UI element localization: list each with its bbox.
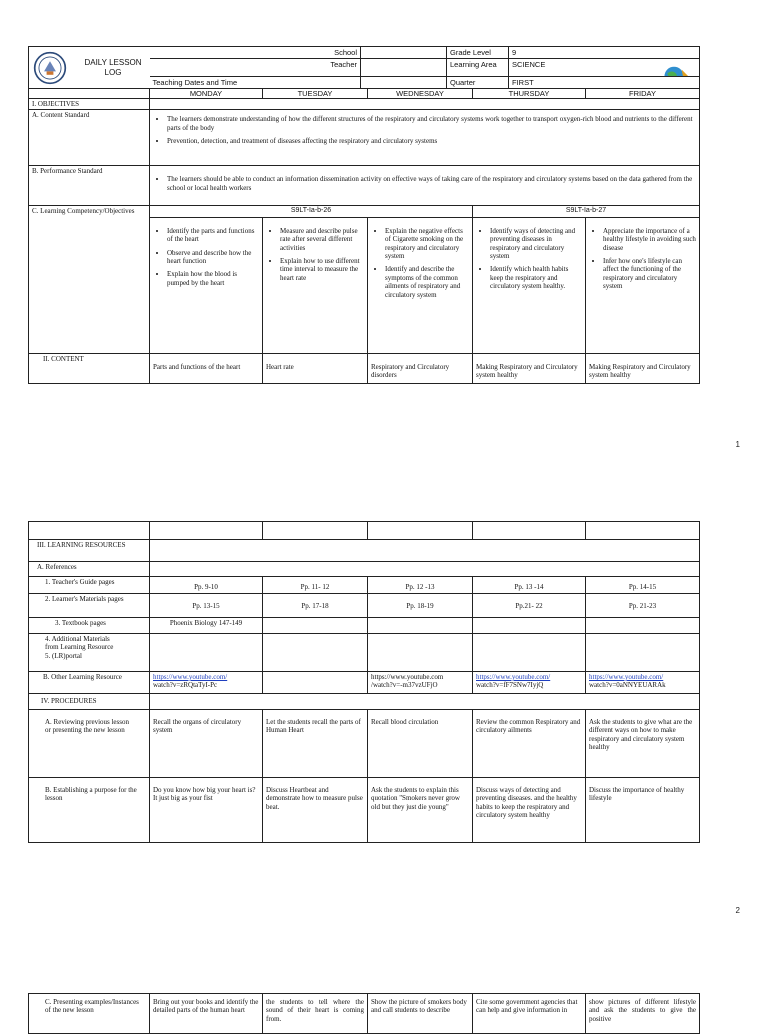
content-standard-label: A. Content Standard (29, 110, 150, 166)
page-2 (28, 521, 699, 843)
procedures-heading: IV. PROCEDURES (29, 694, 150, 710)
performance-standard-label: B. Performance Standard (29, 166, 150, 206)
procedure-a-friday: Ask the students to give what are the different ways on how to make respiratory and circulatory system healthy (586, 710, 700, 778)
blank-cell (368, 634, 473, 672)
quarter-label: Quarter (447, 77, 509, 89)
procedure-c-wednesday: Show the picture of smokers body and call students to describe (368, 994, 473, 1034)
content-thursday: Making Respiratory and Circulatory system healthy (473, 353, 586, 383)
procedure-c-tuesday: the students to tell where the sound of their heart is coming from. (263, 994, 368, 1034)
resources-procedures-table (28, 521, 700, 843)
other-resource-friday (586, 672, 700, 694)
resources-heading-blank (150, 540, 700, 562)
tg-friday: Pp. 14-15 (586, 577, 700, 594)
objectives-friday (586, 217, 700, 353)
page-number-text: 1 (735, 440, 740, 449)
procedure-c-label: C. Presenting examples/Instances of the new lesson (29, 994, 150, 1034)
other-resource-label: B. Other Learning Resource (29, 672, 150, 694)
content-monday: Parts and functions of the heart (150, 353, 263, 383)
objective-item: • Explain how the blood is pumped by the heart (167, 270, 259, 287)
youtube-link-path[interactable]: /watch?v=-m37vzUFjO (371, 681, 438, 690)
objective-item: • Explain the negative effects of Cigarette smoking on the respiratory and circulatory system (385, 227, 469, 261)
lm-wednesday: Pp. 18-19 (368, 594, 473, 618)
additional-materials-label: 4. Additional Materials from Learning Resource (45, 635, 114, 652)
content-friday: Making Respiratory and Circulatory system healthy (586, 353, 700, 383)
blank-cell (150, 634, 263, 672)
procedure-b-friday: Discuss the importance of healthy lifestyle (586, 778, 700, 843)
blank-cell (150, 522, 263, 540)
references-label: A. References (29, 562, 150, 577)
blank-cell (586, 634, 700, 672)
blank-cell (263, 618, 368, 634)
procedure-b-tuesday: Discuss Heartbeat and demonstrate how to measure pulse beat. (263, 778, 368, 843)
procedure-b-wednesday: Ask the students to explain this quotation "Smokers never grow old but they just die young" (368, 778, 473, 843)
blank-cell (29, 522, 150, 540)
youtube-link-path[interactable]: watch?v=fF7SNw7IyjQ (476, 681, 544, 690)
day-wednesday: WEDNESDAY (368, 89, 473, 99)
objective-item: • Identify which health habits keep the respiratory and circulatory system healthy. (490, 265, 582, 290)
procedure-a-tuesday: Let the students recall the parts of Human Heart (263, 710, 368, 778)
youtube-link[interactable]: https://www.youtube.com (371, 673, 444, 681)
lm-tuesday: Pp. 17-18 (263, 594, 368, 618)
objectives-heading-blank (150, 99, 700, 110)
procedure-b-monday: Do you know how big your heart is? It just big as your fist (150, 778, 263, 843)
performance-standard-item: • The learners should be able to conduct an information dissemination activity on effective ways of taking care of the respiratory and circulatory systems based on the data gathered from the school or local health workers (167, 175, 696, 192)
header-title-cell (29, 47, 150, 89)
content-standard-cell (150, 110, 700, 166)
page-1 (28, 46, 699, 384)
blank-cell (586, 522, 700, 540)
objective-item: • Explain how to use different time interval to measure the heart rate (280, 257, 364, 282)
procedures-continued-table (28, 993, 700, 1034)
teaching-dates-value[interactable] (361, 77, 447, 89)
learning-area-value: SCIENCE (512, 60, 546, 69)
lm-thursday: Pp.21- 22 (473, 594, 586, 618)
grade-level-label: Grade Level (447, 47, 509, 59)
day-tuesday: TUESDAY (263, 89, 368, 99)
blank-cell (263, 634, 368, 672)
textbook-monday: Phoenix Biology 147-149 (150, 618, 263, 634)
tg-wednesday: Pp. 12 -13 (368, 577, 473, 594)
procedure-b-label: B. Establishing a purpose for the lesson (29, 778, 150, 843)
textbook-label: 3. Textbook pages (29, 618, 150, 634)
competency-label: C. Learning Competency/Objectives (29, 206, 150, 353)
objectives-wednesday (368, 217, 473, 353)
grade-level-value-cell[interactable] (509, 47, 700, 59)
day-monday: MONDAY (150, 89, 263, 99)
procedure-a-thursday: Review the common Respiratory and circulatory ailments (473, 710, 586, 778)
procedure-a-monday: Recall the organs of circulatory system (150, 710, 263, 778)
page-number-1 (736, 440, 740, 449)
tg-monday: Pp. 9-10 (150, 577, 263, 594)
learning-area-label: Learning Area (447, 59, 509, 77)
deped-seal-icon (33, 51, 67, 85)
learners-materials-label: 2. Learner's Materials pages (29, 594, 150, 618)
procedure-a-label: A. Reviewing previous lesson or presenting the new lesson (29, 710, 150, 778)
objectives-table (28, 88, 700, 384)
lm-friday: Pp. 21-23 (586, 594, 700, 618)
objective-item: • Measure and describe pulse rate after several different activities (280, 227, 364, 252)
other-resource-thursday (473, 672, 586, 694)
teachers-guide-label: 1. Teacher's Guide pages (29, 577, 150, 594)
blank-cell (473, 522, 586, 540)
school-label: School (150, 47, 361, 59)
objective-item: • Infer how one's lifestyle can affect the functioning of the respiratory and circulatory system (603, 257, 696, 291)
objectives-thursday (473, 217, 586, 353)
procedure-a-wednesday: Recall blood circulation (368, 710, 473, 778)
content-wednesday: Respiratory and Circulatory disorders (368, 353, 473, 383)
quarter-value: FIRST (509, 77, 700, 89)
objective-item: • Identify ways of detecting and preventing diseases in respiratory and circulatory system (490, 227, 582, 261)
teacher-value[interactable] (361, 59, 447, 77)
blank-cell (263, 522, 368, 540)
blank-cell (263, 672, 368, 694)
page-number-text: 2 (735, 906, 740, 915)
objective-item: • Identify the parts and functions of the heart (167, 227, 259, 244)
procedure-b-thursday: Discuss ways of detecting and preventing diseases. and the healthy habits to keep the respiratory and circulatory system healthy (473, 778, 586, 843)
resources-heading: III. LEARNING RESOURCES (29, 540, 150, 562)
objective-item: • Appreciate the importance of a healthy lifestyle in avoiding such disease (603, 227, 696, 252)
procedures-heading-blank (150, 694, 700, 710)
performance-standard-cell (150, 166, 700, 206)
blank-cell (368, 618, 473, 634)
content-tuesday: Heart rate (263, 353, 368, 383)
page-3 (28, 993, 699, 1034)
references-blank (150, 562, 700, 577)
lr-portal-label: 5. (LR)portal (45, 651, 82, 660)
blank-cell (368, 522, 473, 540)
day-thursday: THURSDAY (473, 89, 586, 99)
tg-tuesday: Pp. 11- 12 (263, 577, 368, 594)
youtube-link-path[interactable]: watch?v=zRQtaTyI-Pc (153, 681, 218, 690)
lm-monday: Pp. 13-15 (150, 594, 263, 618)
objectives-tuesday (263, 217, 368, 353)
content-standard-item: • Prevention, detection, and treatment of diseases affecting the respiratory and circulatory systems (167, 137, 696, 145)
teaching-dates-label: Teaching Dates and Time (150, 77, 361, 89)
tg-thursday: Pp. 13 -14 (473, 577, 586, 594)
dll-title: DAILY LESSON LOG (84, 58, 142, 77)
procedure-c-thursday: Cite some government agencies that can help and give information in (473, 994, 586, 1034)
youtube-link[interactable]: https://www.youtube.com/ (589, 673, 664, 681)
blank-cell (586, 618, 700, 634)
globe-books-icon (655, 63, 693, 77)
objectives-heading: I. OBJECTIVES (29, 99, 150, 110)
dll-header-table (28, 46, 700, 89)
objectives-monday (150, 217, 263, 353)
procedure-c-monday: Bring out your books and identify the detailed parts of the human heart (150, 994, 263, 1034)
blank-cell (473, 618, 586, 634)
objective-item: • Identify and describe the symptoms of the common ailments of respiratory and circulatory system (385, 265, 469, 299)
other-resource-wednesday (368, 672, 473, 694)
content-standard-item: • The learners demonstrate understanding of how the different structures of the respiratory and circulatory systems work together to transport oxygen-rich blood and nutrients to the different parts of the body (167, 115, 696, 132)
additional-materials-cell (29, 634, 150, 672)
objective-item: • Observe and describe how the heart function (167, 249, 259, 266)
day-header-blank (29, 89, 150, 99)
teacher-label: Teacher (150, 59, 361, 77)
procedure-c-friday: show pictures of different lifestyle and ask the students to give the positive (586, 994, 700, 1034)
youtube-link[interactable]: https://www.youtube.com/ (153, 673, 228, 681)
youtube-link[interactable]: https://www.youtube.com/ (476, 673, 551, 681)
competency-code-1: S9LT-Ia-b-26 (150, 206, 473, 217)
school-value[interactable] (361, 47, 447, 59)
youtube-link-path[interactable]: watch?v=0aNNYEUARAk (589, 681, 666, 690)
page-number-2 (736, 906, 740, 915)
grade-level-value: 9 (512, 48, 517, 57)
other-resource-monday (150, 672, 263, 694)
competency-code-2: S9LT-Ia-b-27 (473, 206, 700, 217)
content-heading: II. CONTENT (29, 353, 150, 383)
learning-area-value-cell[interactable] (509, 59, 700, 77)
day-friday: FRIDAY (586, 89, 700, 99)
blank-cell (473, 634, 586, 672)
